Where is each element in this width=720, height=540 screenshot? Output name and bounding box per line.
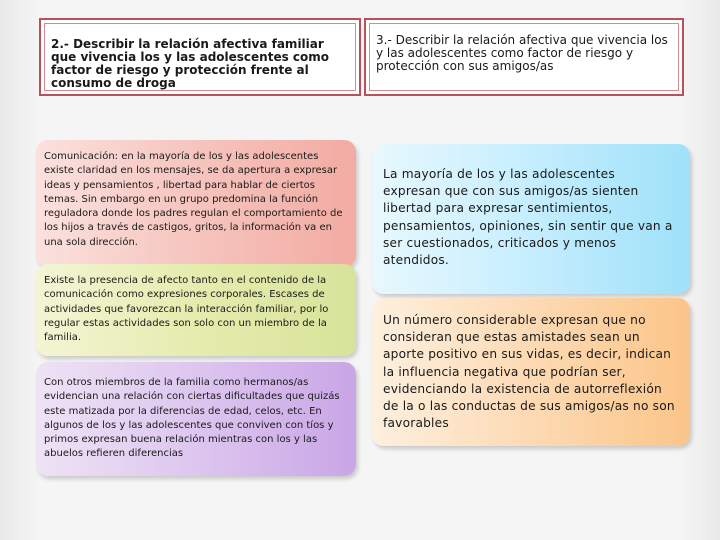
card-friends-freedom-text: La mayoría de los y las adolescentes expresan que con sus amigos/as sienten libertad para expresar sentimientos, pensamientos, opiniones, sin sentir que van a ser cuestionados, criticados y menos atendidos. xyxy=(383,167,673,268)
card-communication xyxy=(36,140,356,267)
card-other-family-text: Con otros miembros de la familia como hermanos/as evidencian una relación con ciertas dificultades que quizás este matizada por la diferencias de edad, celos, etc. En algunos de los y las adolescentes que conviven con tíos y primos expresan buena relación mientras con los y las abuelos refieren diferencias xyxy=(44,377,340,460)
card-friends-freedom xyxy=(372,144,690,294)
header-objective-2 xyxy=(39,18,361,96)
header-objective-3 xyxy=(364,18,684,96)
card-other-family xyxy=(36,362,356,476)
card-friends-influence xyxy=(372,298,690,446)
card-affection xyxy=(36,264,356,356)
header-objective-3-text: 3.- Describir la relación afectiva que vivencia los y las adolescentes como factor de riesgo y protección con sus amigos/as xyxy=(376,33,668,73)
card-affection-text: Existe la presencia de afecto tanto en el contenido de la comunicación como expresiones corporales. Escases de actividades que favorezcan la interacción familiar, por lo regular estas actividades son solo con un miembro de la familia. xyxy=(44,275,329,344)
card-communication-text: Comunicación: en la mayoría de los y las adolescentes existe claridad en los mensajes, se da apertura a expresar ideas y pensamientos , libertad para hablar de ciertos temas. Sin embargo en un grupo predomina la función reguladora donde los padres regulan el comportamiento de los hijos a través de castigos, gritos, la información va en una sola dirección. xyxy=(44,151,343,248)
header-objective-2-text: 2.- Describir la relación afectiva familiar que vivencia los y las adolescentes como factor de riesgo y protección frente al consumo de droga xyxy=(51,37,330,90)
card-friends-influence-text: Un número considerable expresan que no consideran que estas amistades sean un aporte positivo en sus vidas, es decir, indican la influencia negativa que podrían ser, evidenciando la existencia de autorreflexión de la o las conductas de sus amigos/as no son favorables xyxy=(383,313,675,431)
